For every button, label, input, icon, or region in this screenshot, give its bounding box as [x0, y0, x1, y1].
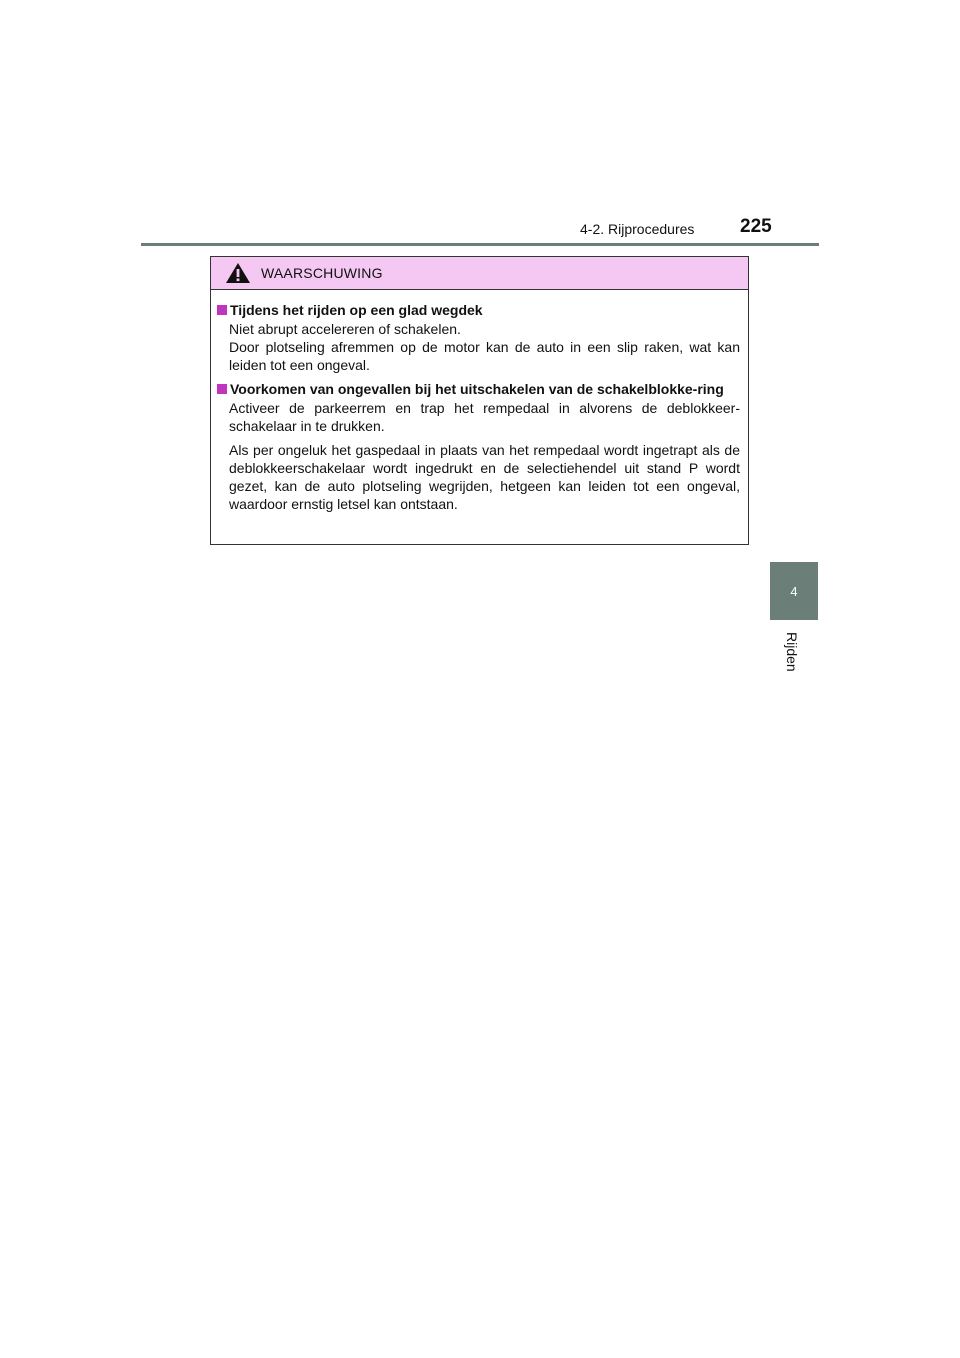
page-number: 225	[740, 216, 772, 237]
paragraph-line: Door plotseling afremmen op de motor kan de auto in een slip raken, wat kan leiden tot een ongeval.	[229, 339, 740, 373]
warning-item	[217, 380, 740, 513]
warning-title: WAARSCHUWING	[261, 265, 383, 281]
item-title: Voorkomen van ongevallen bij het uitschakelen van de schakelblokke-ring	[230, 381, 724, 397]
paragraph-line: Niet abrupt accelereren of schakelen.	[229, 321, 461, 337]
bullet-square-icon	[217, 384, 227, 394]
warning-box	[210, 256, 749, 545]
item-paragraph: Activeer de parkeerrem en trap het rempedaal in alvorens de deblokkeer-schakelaar in te drukken.	[229, 400, 740, 434]
chapter-tab	[770, 562, 818, 620]
item-paragraph: Als per ongeluk het gaspedaal in plaats van het rempedaal wordt ingetrapt als de deblokkeerschakelaar wordt ingedrukt en de selectiehendel uit stand P wordt gezet, kan de auto plotseling wegrijden, hetgeen kan leiden tot een ongeval, waardoor ernstig letsel kan ontstaan.	[229, 442, 740, 512]
item-paragraph	[229, 320, 740, 374]
header-rule	[141, 243, 819, 246]
warning-triangle-icon	[225, 262, 251, 284]
warning-item	[217, 301, 740, 374]
chapter-label-area	[770, 620, 818, 690]
bullet-square-icon	[217, 305, 227, 315]
item-title: Tijdens het rijden op een glad wegdek	[230, 302, 483, 318]
warning-header	[211, 257, 748, 290]
warning-body	[211, 290, 748, 513]
chapter-label: Rijden	[784, 632, 800, 672]
chapter-number: 4	[790, 583, 798, 599]
section-title: 4-2. Rijprocedures	[580, 221, 695, 237]
